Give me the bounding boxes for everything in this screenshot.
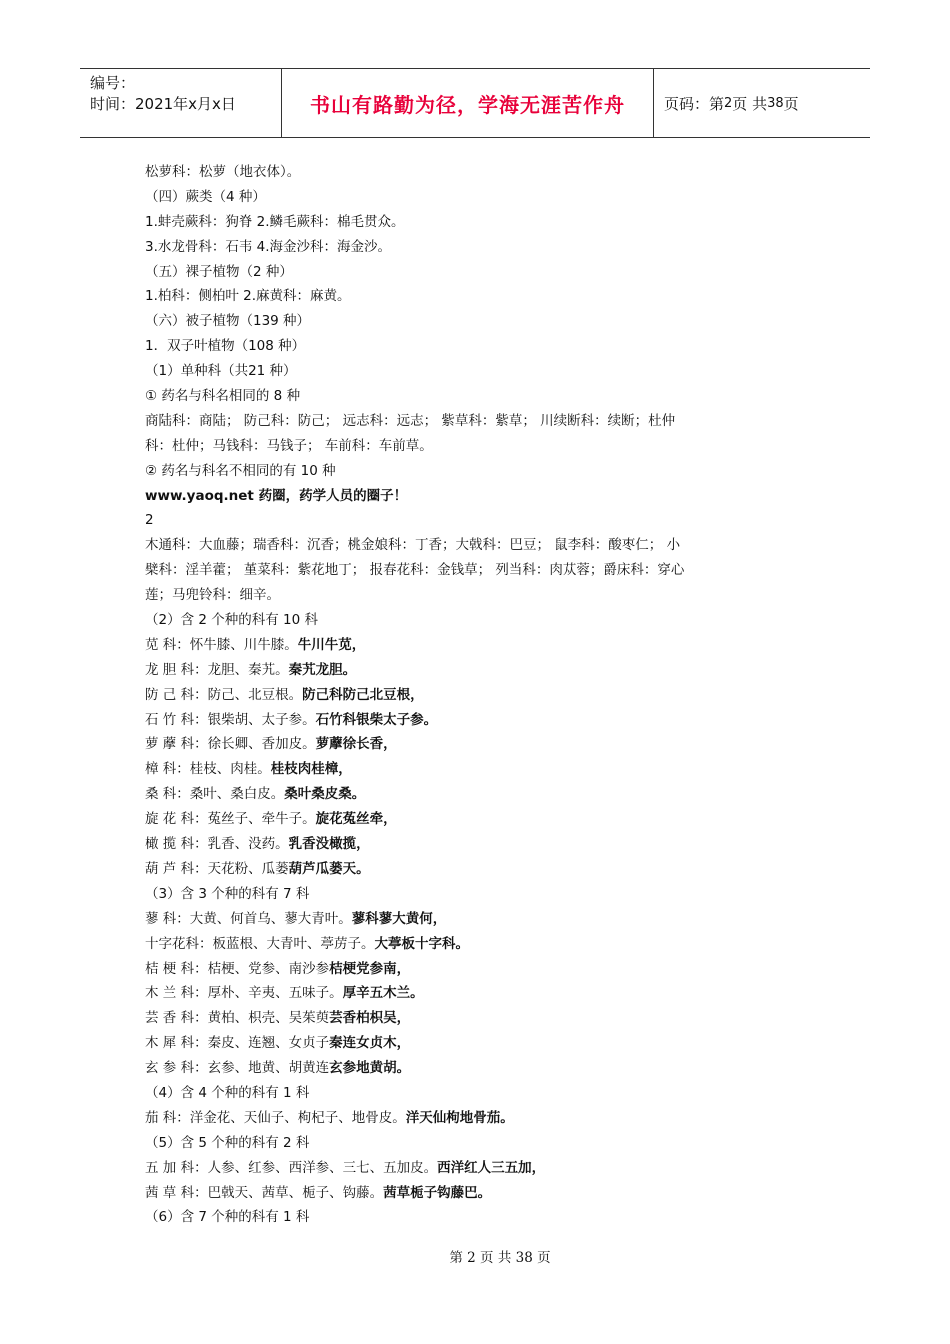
line-mnemonic: 葫芦瓜蒌天。 xyxy=(288,860,370,877)
line-text: 商陆科：商陆； 防己科：防己； 远志科：远志； 紫草科：紫草； 川续断科：续断；杜仲 xyxy=(145,412,676,429)
page-label-a: 页码：第 xyxy=(664,94,725,113)
text-line xyxy=(145,1031,735,1056)
line-text: 芸 香 科：黄柏、枳壳、吴茱萸 xyxy=(145,1010,330,1027)
line-text: 旋 花 科：菟丝子、牵牛子。 xyxy=(145,811,316,828)
text-line xyxy=(145,558,735,583)
line-text: 茜 草 科：巴戟天、茜草、栀子、钩藤。 xyxy=(145,1184,384,1201)
line-text: 2 xyxy=(145,512,154,529)
line-text: 十字花科：板蓝根、大青叶、葶苈子。 xyxy=(145,935,375,952)
line-text: 木 兰 科：厚朴、辛夷、五味子。 xyxy=(145,985,343,1002)
text-line xyxy=(145,210,735,235)
header-motto: 书山有路勤为径，学海无涯苦作舟 xyxy=(282,69,654,137)
line-mnemonic: 洋天仙枸地骨茄。 xyxy=(405,1109,514,1126)
line-text: 3.水龙骨科：石韦 4.海金沙科：海金沙。 xyxy=(145,238,392,255)
text-line xyxy=(145,633,735,658)
text-line xyxy=(145,508,735,533)
document-body xyxy=(145,160,735,1230)
text-line xyxy=(145,683,735,708)
line-text: （四）蕨类（4 种） xyxy=(145,188,266,205)
page-number: 2 xyxy=(724,95,733,111)
line-text: 科：杜仲；马钱科：马钱子； 车前科：车前草。 xyxy=(145,437,433,454)
line-text: （6）含 7 个种的科有 1 科 xyxy=(145,1209,310,1226)
text-line xyxy=(145,1081,735,1106)
text-line xyxy=(145,782,735,807)
header-meta xyxy=(80,69,282,137)
text-line xyxy=(145,1106,735,1131)
line-text: （五）裸子植物（2 种） xyxy=(145,263,293,280)
line-text: ① 药名与科名相同的 8 种 xyxy=(145,388,301,405)
text-line xyxy=(145,1006,735,1031)
line-mnemonic: 西洋红人三五加， xyxy=(437,1159,546,1176)
line-mnemonic: 大葶板十字科。 xyxy=(374,935,469,952)
text-line xyxy=(145,160,735,185)
page-label-c: 页 xyxy=(783,94,799,113)
line-text: （2）含 2 个种的科有 10 科 xyxy=(145,612,319,629)
text-line xyxy=(145,1181,735,1206)
line-text: 玄 参 科：玄参、地黄、胡黄连 xyxy=(145,1060,330,1077)
page-total: 38 xyxy=(767,95,784,111)
text-line xyxy=(145,185,735,210)
line-text: 木通科：大血藤；瑞香科：沉香；桃金娘科：丁香；大戟科：巴豆； 鼠李科：酸枣仁； 小 xyxy=(145,537,681,554)
line-text: 桔 梗 科：桔梗、党参、南沙参 xyxy=(145,960,330,977)
text-line xyxy=(145,757,735,782)
line-text: （4）含 4 个种的科有 1 科 xyxy=(145,1084,310,1101)
text-line xyxy=(145,583,735,608)
line-mnemonic: 桂枝肉桂樟， xyxy=(270,761,352,778)
line-text: 防 己 科：防己、北豆根。 xyxy=(145,686,303,703)
text-line xyxy=(145,334,735,359)
line-text: 龙 胆 科：龙胆、秦艽。 xyxy=(145,661,289,678)
line-text: 樟 科：桂枝、肉桂。 xyxy=(145,761,271,778)
line-mnemonic: 蓼科蓼大黄何， xyxy=(351,910,447,927)
line-mnemonic: 秦连女贞木， xyxy=(329,1035,411,1052)
line-mnemonic: 乳香没橄揽， xyxy=(288,836,370,853)
line-text: 1．双子叶植物（108 种） xyxy=(145,338,306,355)
line-mnemonic: 玄参地黄胡。 xyxy=(329,1060,411,1077)
text-line xyxy=(145,284,735,309)
time-label: 时间：2021年x月x日 xyxy=(90,95,236,113)
text-line xyxy=(145,533,735,558)
text-line xyxy=(145,832,735,857)
line-text: 萝 藦 科：徐长卿、香加皮。 xyxy=(145,736,316,753)
text-line xyxy=(145,1205,735,1230)
text-line xyxy=(145,434,735,459)
text-line xyxy=(145,1131,735,1156)
line-mnemonic: www.yaoq.net 药圈，药学人员的圈子！ xyxy=(145,487,408,504)
text-line xyxy=(145,981,735,1006)
line-text: 苋 科：怀牛膝、川牛膝。 xyxy=(145,636,298,653)
line-text: 茄 科：洋金花、天仙子、枸杞子、地骨皮。 xyxy=(145,1109,406,1126)
line-text: 蓼 科：大黄、何首乌、蓼大青叶。 xyxy=(145,910,352,927)
text-line xyxy=(145,907,735,932)
line-text: 莲；马兜铃科：细辛。 xyxy=(145,587,280,604)
line-mnemonic: 旋花菟丝牵， xyxy=(315,811,397,828)
number-label: 编号： xyxy=(90,74,136,92)
text-line xyxy=(145,359,735,384)
line-text: 葫 芦 科：天花粉、瓜蒌 xyxy=(145,860,289,877)
text-line xyxy=(145,235,735,260)
line-text: ② 药名与科名不相同的有 10 种 xyxy=(145,462,336,479)
text-line xyxy=(145,409,735,434)
line-mnemonic: 厚辛五木兰。 xyxy=(342,985,424,1002)
text-line xyxy=(145,957,735,982)
line-text: 1.柏科：侧柏叶 2.麻黄科：麻黄。 xyxy=(145,288,351,305)
line-text: （1）单种科（共21 种） xyxy=(145,363,297,380)
line-text: 松萝科：松萝（地衣体）。 xyxy=(145,164,301,180)
text-line xyxy=(145,932,735,957)
text-line xyxy=(145,309,735,334)
text-line xyxy=(145,384,735,409)
text-line xyxy=(145,484,735,509)
line-mnemonic: 桑叶桑皮桑。 xyxy=(284,786,366,803)
text-line xyxy=(145,807,735,832)
line-mnemonic: 茜草栀子钩藤巴。 xyxy=(383,1184,492,1201)
text-line xyxy=(145,1156,735,1181)
line-mnemonic: 桔梗党参南， xyxy=(329,960,411,977)
text-line xyxy=(145,708,735,733)
line-text: 1.蚌壳蕨科：狗脊 2.鳞毛蕨科：棉毛贯众。 xyxy=(145,213,405,230)
line-text: （5）含 5 个种的科有 2 科 xyxy=(145,1134,310,1151)
line-mnemonic: 秦艽龙胆。 xyxy=(288,661,357,678)
line-text: （3）含 3 个种的科有 7 科 xyxy=(145,885,310,902)
line-mnemonic: 牛川牛苋， xyxy=(297,636,366,653)
line-mnemonic: 萝藦徐长香， xyxy=(315,736,397,753)
line-text: 木 犀 科：秦皮、连翘、女贞子 xyxy=(145,1035,330,1052)
line-text: 石 竹 科：银柴胡、太子参。 xyxy=(145,711,316,728)
line-mnemonic: 芸香柏枳吴， xyxy=(329,1010,411,1027)
line-text: （六）被子植物（139 种） xyxy=(145,313,311,330)
line-mnemonic: 防己科防己北豆根， xyxy=(302,686,424,703)
page-footer: 第 2 页 共 38 页 xyxy=(449,1250,551,1266)
text-line xyxy=(145,882,735,907)
line-text: 橄 揽 科：乳香、没药。 xyxy=(145,836,289,853)
line-text: 五 加 科：人参、红参、西洋参、三七、五加皮。 xyxy=(145,1159,438,1176)
text-line xyxy=(145,732,735,757)
line-text: 桑 科：桑叶、桑白皮。 xyxy=(145,786,285,803)
text-line xyxy=(145,459,735,484)
line-mnemonic: 石竹科银柴太子参。 xyxy=(315,711,438,728)
text-line xyxy=(145,658,735,683)
text-line xyxy=(145,260,735,285)
page-label-b: 页 共 xyxy=(732,94,768,113)
text-line xyxy=(145,1056,735,1081)
text-line xyxy=(145,608,735,633)
text-line xyxy=(145,857,735,882)
page-header xyxy=(80,68,870,138)
header-page-info xyxy=(654,69,870,137)
line-text: 檗科：淫羊藿； 堇菜科：紫花地丁； 报春花科：金钱草； 列当科：肉苁蓉；爵床科：穿心 xyxy=(145,562,685,579)
